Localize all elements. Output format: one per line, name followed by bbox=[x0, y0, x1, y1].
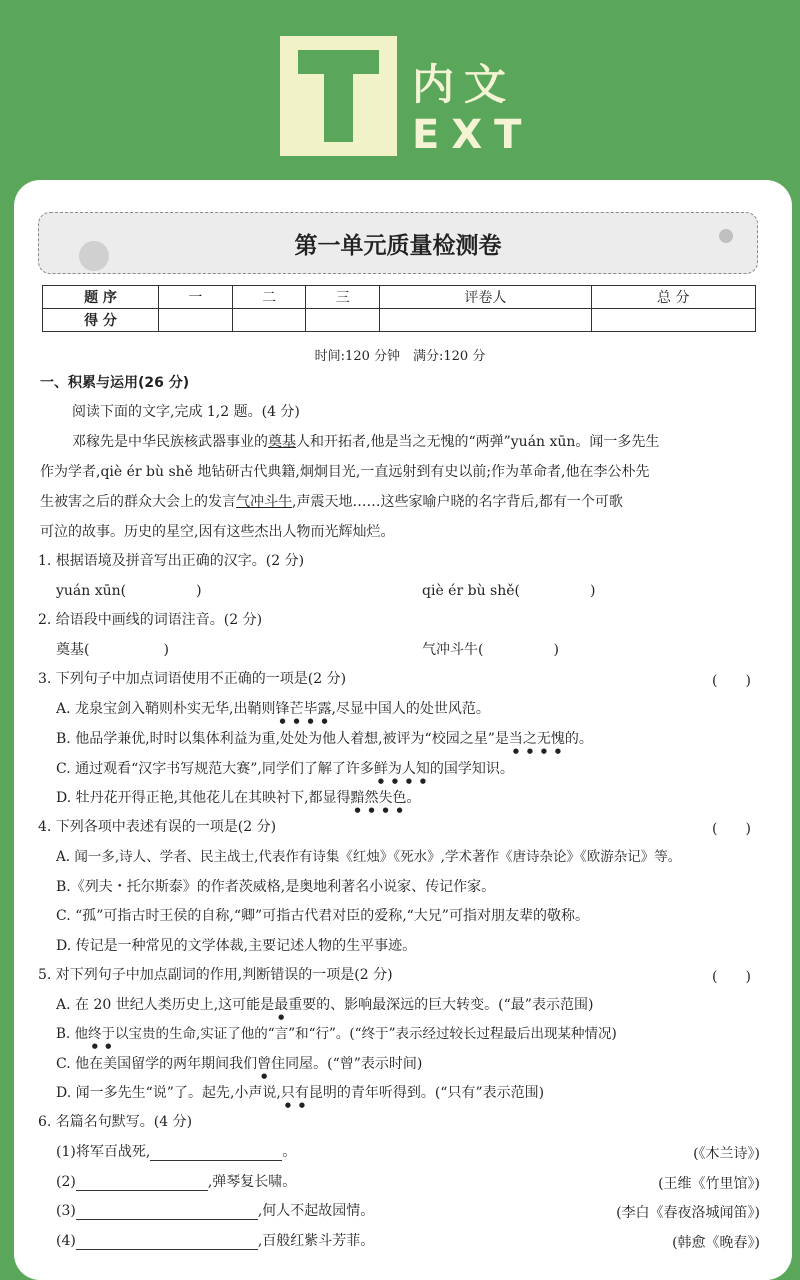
poem-line: (4) ,百般红紫斗芳菲。 bbox=[56, 1233, 375, 1249]
poem-line: (1)将军百战死, 。 bbox=[56, 1144, 297, 1160]
score-cell[interactable] bbox=[306, 309, 380, 332]
header-title-en: EXT bbox=[412, 112, 534, 158]
reading-line: 可泣的故事。历史的星空,因有这些杰出人物而光辉灿烂。 bbox=[40, 524, 395, 540]
poem-source: (王维《竹里馆》) bbox=[658, 1176, 760, 1192]
fill-blank[interactable] bbox=[76, 1205, 258, 1220]
poem-line: (3) ,何人不起故园情。 bbox=[56, 1203, 375, 1219]
table-cell: 评卷人 bbox=[380, 286, 591, 309]
fill-blank[interactable] bbox=[150, 1146, 282, 1161]
option-c: C. 他在美国留学的两年期间我们曾住同屋。(“曾”表示时间) bbox=[56, 1056, 423, 1072]
reading-line: 作为学者,qiè ér bù shě 地钻研古代典籍,炯炯目光,一直远射到有史以前;作为革命者,他在李公朴先 bbox=[40, 464, 650, 480]
table-cell: 总 分 bbox=[591, 286, 755, 309]
option-c: C. 通过观看“汉字书写规范大赛”,同学们了解了许多鲜为人知的国学知识。 bbox=[56, 761, 514, 777]
table-cell: 得 分 bbox=[43, 309, 159, 332]
answer-slot[interactable]: 奠基( ) bbox=[56, 642, 169, 658]
fill-blank[interactable] bbox=[76, 1176, 208, 1191]
poem-line: (2) ,弹琴复长啸。 bbox=[56, 1174, 297, 1190]
option-b: B.《列夫・托尔斯泰》的作者茨威格,是奥地利著名小说家、传记作家。 bbox=[56, 879, 496, 895]
table-row bbox=[43, 309, 756, 332]
reading-intro: 阅读下面的文字,完成 1,2 题。(4 分) bbox=[72, 404, 300, 420]
question-title: 1. 根据语境及拼音写出正确的汉字。(2 分) bbox=[38, 553, 305, 569]
option-b: B. 他品学兼优,时时以集体利益为重,处处为他人着想,被评为“校园之星”是当之无愧的。 bbox=[56, 731, 593, 747]
answer-bracket[interactable]: ( ) bbox=[712, 673, 751, 689]
option-a: A. 闻一多,诗人、学者、民主战士,代表作有诗集《红烛》《死水》,学术著作《唐诗杂论》《欧游杂记》等。 bbox=[56, 849, 682, 865]
table-cell: 一 bbox=[159, 286, 233, 309]
answer-slot[interactable]: qiè ér bù shě( ) bbox=[422, 583, 596, 599]
answer-bracket[interactable]: ( ) bbox=[712, 969, 751, 985]
poem-source: (李白《春夜洛城闻笛》) bbox=[616, 1205, 760, 1221]
fill-blank[interactable] bbox=[76, 1235, 258, 1250]
score-cell[interactable] bbox=[232, 309, 306, 332]
score-cell[interactable] bbox=[159, 309, 233, 332]
option-a: A. 龙泉宝剑入鞘则朴实无华,出鞘则锋芒毕露,尽显中国人的处世风范。 bbox=[56, 701, 490, 717]
option-d: D. 牡丹花开得正艳,其他花儿在其映衬下,都显得黯然失色。 bbox=[56, 790, 421, 806]
option-b: B. 他终于以宝贵的生命,实证了他的“言”和“行”。(“终于”表示经过较长过程最后出现某种情况) bbox=[56, 1026, 617, 1042]
answer-slot[interactable]: 气冲斗牛( ) bbox=[422, 642, 559, 658]
table-cell: 三 bbox=[306, 286, 380, 309]
question-title: 3. 下列句子中加点词语使用不正确的一项是(2 分) bbox=[38, 671, 347, 687]
answer-slot[interactable]: yuán xūn( ) bbox=[56, 583, 202, 599]
page-header bbox=[0, 0, 800, 185]
question-title: 2. 给语段中画线的词语注音。(2 分) bbox=[38, 612, 263, 628]
poem-source: (《木兰诗》) bbox=[693, 1146, 760, 1162]
option-c: C. “孤”可指古时王侯的自称,“卿”可指古代君对臣的爱称,“大兄”可指对朋友辈的敬称。 bbox=[56, 908, 589, 924]
header-title-cn: 内文 bbox=[412, 60, 517, 109]
question-title: 5. 对下列句子中加点副词的作用,判断错误的一项是(2 分) bbox=[38, 967, 393, 983]
question-title: 6. 名篇名句默写。(4 分) bbox=[38, 1114, 193, 1130]
t-logo-icon bbox=[280, 36, 397, 156]
score-cell[interactable] bbox=[380, 309, 591, 332]
score-cell[interactable] bbox=[591, 309, 755, 332]
table-row bbox=[43, 286, 756, 309]
answer-bracket[interactable]: ( ) bbox=[712, 821, 751, 837]
option-a: A. 在 20 世纪人类历史上,这可能是最重要的、影响最深远的巨大转变。(“最”表示范围) bbox=[56, 997, 594, 1013]
page-title: 第一单元质量检测卷 bbox=[294, 233, 502, 259]
score-table bbox=[42, 285, 756, 332]
title-banner bbox=[38, 212, 758, 274]
reading-line: 生被害之后的群众大会上的发言气冲斗牛,声震天地……这些家喻户晓的名字背后,都有一个可歌 bbox=[40, 494, 623, 510]
reading-line: 邓稼先是中华民族核武器事业的奠基人和开拓者,他是当之无愧的“两弹”yuán xūn。闻一多先生 bbox=[72, 434, 660, 450]
table-cell: 二 bbox=[232, 286, 306, 309]
option-d: D. 传记是一种常见的文学体裁,主要记述人物的生平事迹。 bbox=[56, 938, 417, 954]
table-cell: 题 序 bbox=[43, 286, 159, 309]
question-title: 4. 下列各项中表述有误的一项是(2 分) bbox=[38, 819, 277, 835]
poem-source: (韩愈《晚春》) bbox=[672, 1235, 760, 1251]
time-score-info: 时间:120 分钟 满分:120 分 bbox=[314, 349, 486, 364]
option-d: D. 闻一多先生“说”了。起先,小声说,只有昆明的青年听得到。(“只有”表示范围) bbox=[56, 1085, 545, 1101]
section-title: 一、积累与运用(26 分) bbox=[40, 375, 190, 391]
